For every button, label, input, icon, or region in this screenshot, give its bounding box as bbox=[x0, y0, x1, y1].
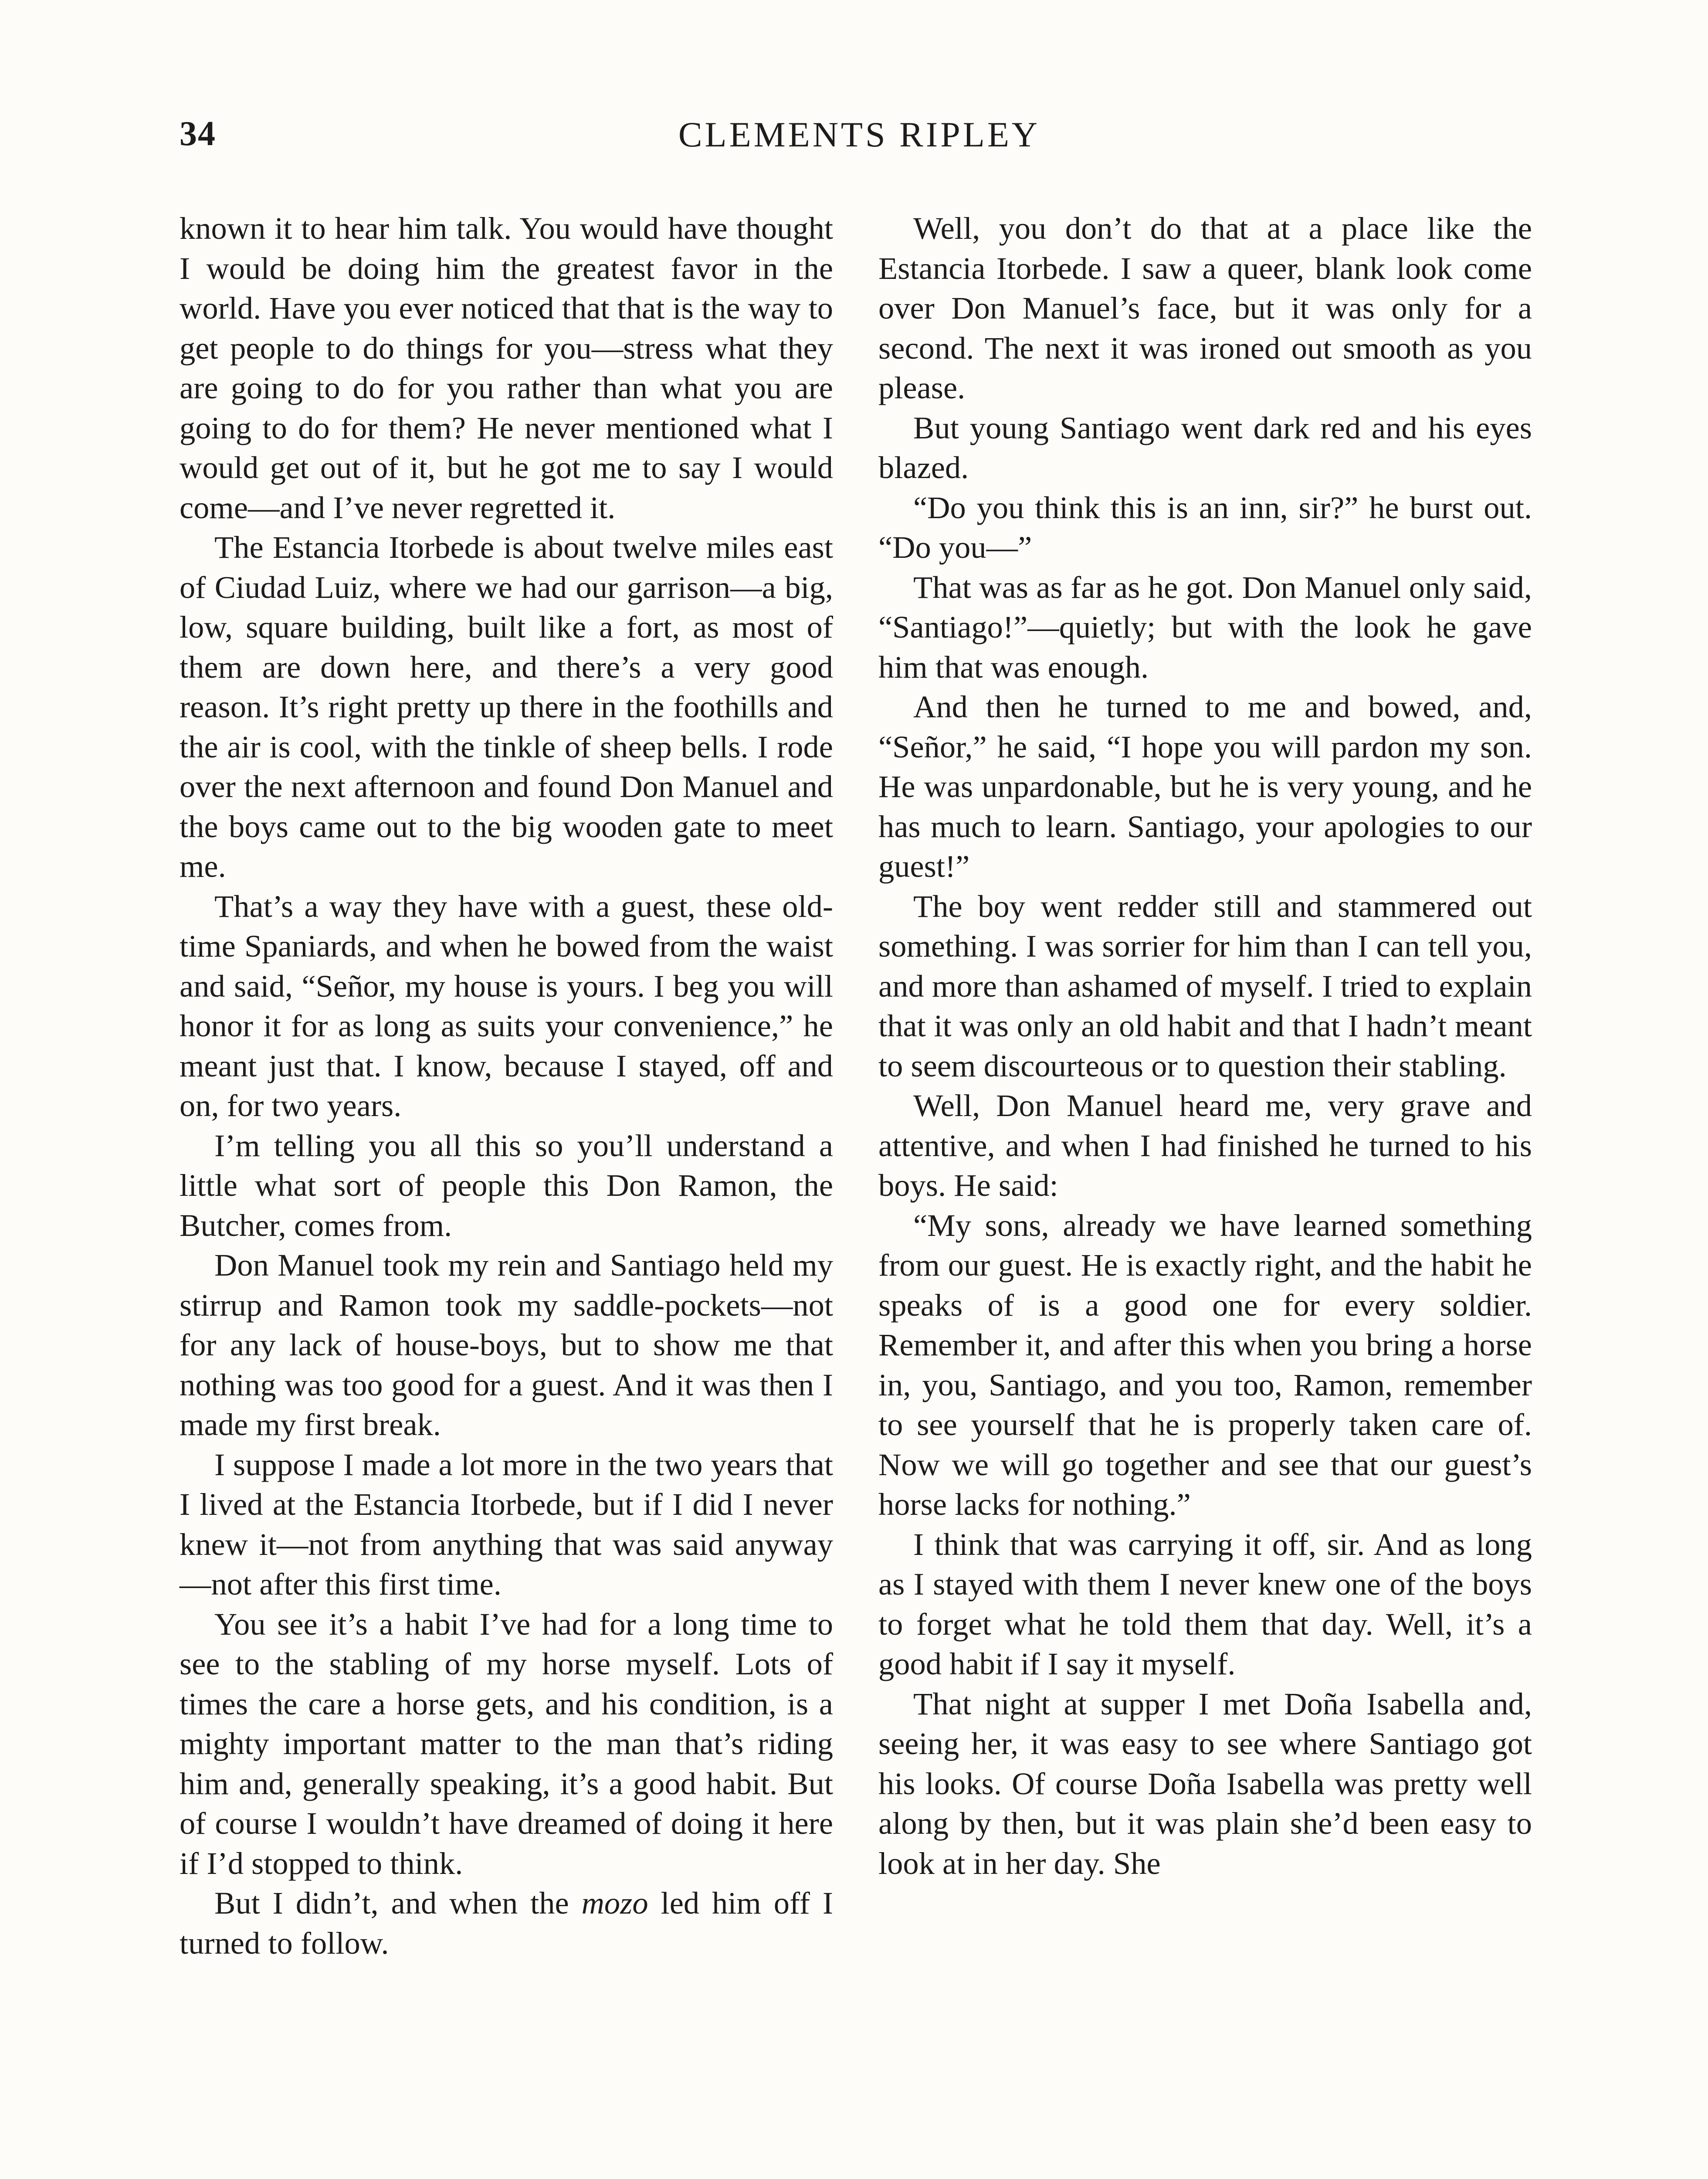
paragraph-text: led him off I turned to follow. bbox=[180, 1885, 833, 1961]
paragraph: I suppose I made a lot more in the two years that I lived at the Estancia Itorbede, but if I did I never knew it—not from anything that was said anyway—not after this first time. bbox=[180, 1446, 833, 1602]
paragraph: Well, you don’t do that at a place like the Estancia Itorbede. I saw a queer, blank look come over Don Manuel’s face, but it was only for a second. The next it was ironed out smooth as you please. bbox=[878, 210, 1532, 405]
paragraph bbox=[180, 1883, 833, 1963]
paragraph: I think that was carrying it off, sir. And as long as I stayed with them I never knew one of the boys to forget what he told them that day. Well, it’s a good habit if I say it myself. bbox=[878, 1526, 1532, 1681]
paragraph: The Estancia Itorbede is about twelve miles east of Ciudad Luiz, where we had our garrison—a big, low, square building, built like a fort, as most of them are down here, and there’s a very good reason. It’s right pretty up there in the foothills and the air is cool, with the tinkle of sheep bells. I rode over the next afternoon and found Don Manuel and the boys came out to the big wooden gate to meet me. bbox=[180, 529, 833, 884]
paragraph: Don Manuel took my rein and Santiago held my stirrup and Ramon took my saddle-pockets—not for any lack of house-boys, but to show me that nothing was too good for a guest. And it was then I made my first break. bbox=[180, 1247, 833, 1442]
right-column bbox=[878, 208, 1532, 1883]
page-header bbox=[180, 114, 1539, 166]
paragraph: You see it’s a habit I’ve had for a long time to see to the stabling of my horse myself. Lots of times the care a horse gets, and his condition, is a mighty important matter to the man that’s riding him and, generally speaking, it’s a good habit. But of course I wouldn’t have dreamed of doing it here if I’d stopped to think. bbox=[180, 1606, 833, 1881]
paragraph: “Do you think this is an inn, sir?” he burst out. “Do you—” bbox=[878, 489, 1532, 565]
paragraph: That was as far as he got. Don Manuel only said, “Santiago!”—quietly; but with the look he gave him that was enough. bbox=[878, 569, 1532, 685]
paragraph: Well, Don Manuel heard me, very grave and attentive, and when I had finished he turned to his boys. He said: bbox=[878, 1088, 1532, 1203]
page-number: 34 bbox=[180, 115, 216, 153]
left-column bbox=[180, 208, 833, 1963]
paragraph: But young Santiago went dark red and his eyes blazed. bbox=[878, 410, 1532, 485]
paragraph: I’m telling you all this so you’ll understand a little what sort of people this Don Ramon, the Butcher, comes from. bbox=[180, 1127, 833, 1243]
paragraph: That’s a way they have with a guest, these old-time Spaniards, and when he bowed from the waist and said, “Señor, my house is yours. I beg you will honor it for as long as suits your convenience,” he meant just that. I know, because I stayed, off and on, for two years. bbox=[180, 888, 833, 1123]
paragraph: The boy went redder still and stammered out something. I was sorrier for him than I can tell you, and more than ashamed of myself. I tried to explain that it was only an old habit and that I hadn’t meant to seem discourteous or to question their stabling. bbox=[878, 888, 1532, 1083]
paragraph: And then he turned to me and bowed, and, “Señor,” he said, “I hope you will pardon my son. He was unpardonable, but he is very young, and he has much to learn. Santiago, your apologies to our guest!” bbox=[878, 689, 1532, 884]
paragraph: “My sons, already we have learned something from our guest. He is exactly right, and the habit he speaks of is a good one for every soldier. Remember it, and after this when you bring a horse in, you, Santiago, and you too, Ramon, remember to see yourself that he is properly taken care of. Now we will go together and see that our guest’s horse lacks for nothing.” bbox=[878, 1207, 1532, 1522]
italic-word: mozo bbox=[581, 1885, 648, 1921]
paragraph: known it to hear him talk. You would have thought I would be doing him the greatest favor in the world. Have you ever noticed that that is the way to get people to do things for you—stress what they are going to do for you rather than what you are going to do for them? He never mentioned what I would get out of it, but he got me to say I would come—and I’ve never regretted it. bbox=[180, 210, 833, 525]
paragraph: That night at supper I met Doña Isabella and, seeing her, it was easy to see where Santiago got his looks. Of course Doña Isabella was pretty well along by then, but it was plain she’d been easy to look at in her day. She bbox=[878, 1686, 1532, 1881]
paragraph-text: But I didn’t, and when the bbox=[214, 1885, 582, 1921]
running-head: CLEMENTS RIPLEY bbox=[678, 115, 1040, 154]
